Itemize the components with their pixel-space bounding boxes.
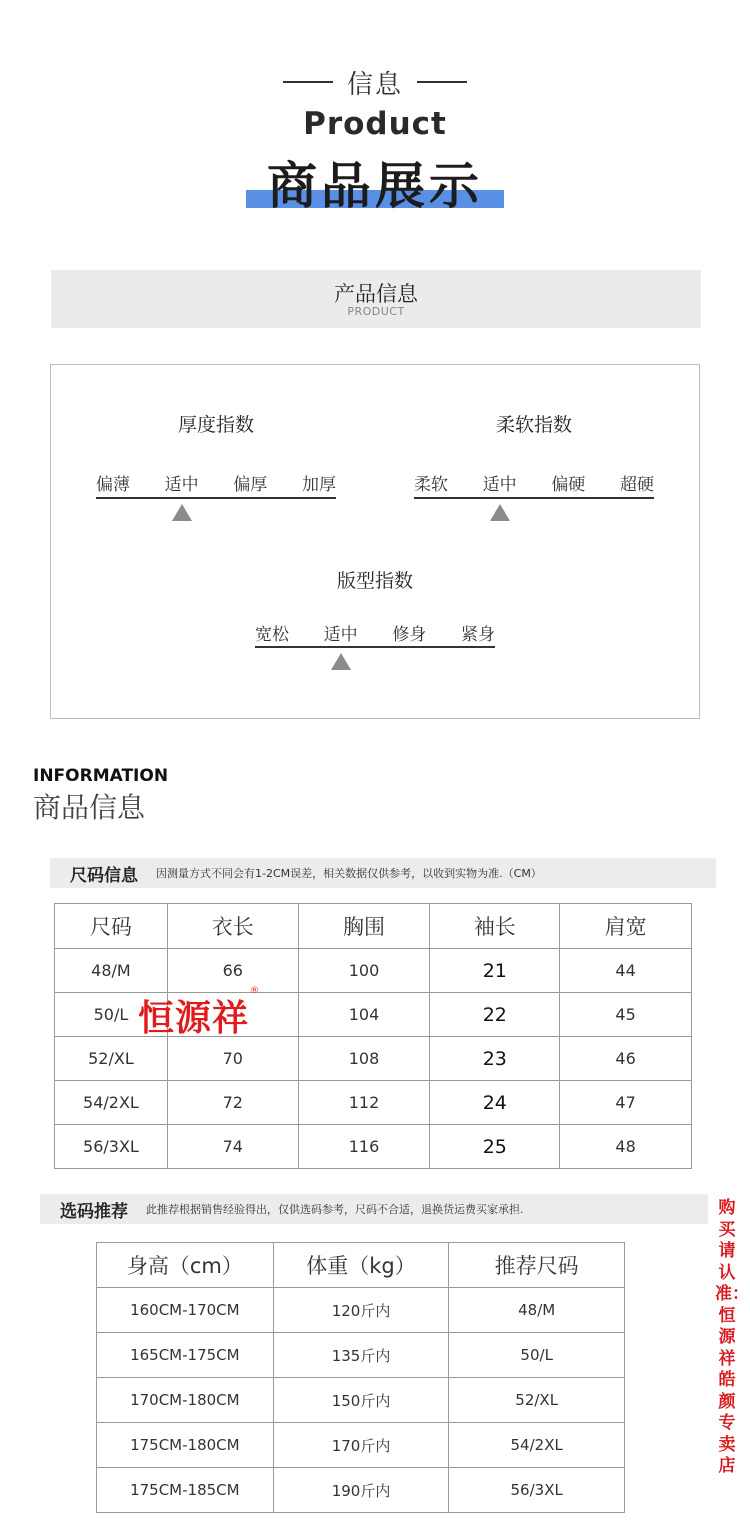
header-left-line: [283, 81, 333, 83]
table-cell: 44: [560, 949, 692, 993]
table-row: [97, 1423, 625, 1468]
brand-watermark: 恒源祥: [138, 998, 250, 1039]
table-cell: 21: [430, 949, 560, 993]
recommend-section-note: 此推荐根据销售经验得出，仅供选码参考，尺码不合适，退换货运费买家承担.: [146, 1203, 524, 1216]
fit-option: 修身: [392, 625, 427, 645]
thickness-option: 加厚: [301, 475, 336, 495]
softness-option: 适中: [482, 475, 517, 495]
store-notice: 购买请认准：恒源祥皓颜专卖店: [715, 1198, 749, 1476]
thickness-option: 适中: [164, 475, 199, 495]
table-row: [55, 1081, 692, 1125]
recommend-table-header: 身高（cm）: [97, 1243, 274, 1288]
thickness-indicator-icon: [172, 504, 192, 521]
banner-subtitle: PRODUCT: [347, 305, 405, 318]
table-cell: 190斤内: [273, 1468, 449, 1513]
table-cell: 170CM-180CM: [97, 1378, 274, 1423]
table-cell: 108: [298, 1037, 430, 1081]
table-cell: 25: [430, 1125, 560, 1169]
recommend-table-header-row: [97, 1243, 625, 1288]
table-cell: 72: [167, 1081, 298, 1125]
header-product-en: Product: [303, 106, 447, 142]
information-heading-cn: 商品信息: [33, 791, 146, 824]
table-row: [97, 1288, 625, 1333]
table-cell: 48/M: [449, 1288, 625, 1333]
table-cell: 50/L: [55, 993, 168, 1037]
size-table-header: 尺码: [55, 904, 168, 949]
table-cell: 112: [298, 1081, 430, 1125]
table-cell: 175CM-185CM: [97, 1468, 274, 1513]
size-table-header: 袖长: [430, 904, 560, 949]
fit-indicator-icon: [331, 653, 351, 670]
table-cell: 175CM-180CM: [97, 1423, 274, 1468]
table-cell: 52/XL: [55, 1037, 168, 1081]
table-cell: 54/2XL: [449, 1423, 625, 1468]
table-cell: 23: [430, 1037, 560, 1081]
size-section-bar: [50, 858, 716, 888]
page-title: 商品展示: [267, 157, 483, 215]
table-cell: 70: [167, 1037, 298, 1081]
fit-option: 紧身: [460, 625, 495, 645]
table-cell: 56/3XL: [55, 1125, 168, 1169]
table-row: [97, 1378, 625, 1423]
thickness-option: 偏厚: [233, 475, 268, 495]
table-cell: 56/3XL: [449, 1468, 625, 1513]
fit-scale-line: [255, 646, 495, 648]
thickness-scale-line: [96, 497, 336, 499]
fit-index-title: 版型指数: [336, 570, 413, 592]
table-row: [55, 949, 692, 993]
table-cell: 45: [560, 993, 692, 1037]
table-cell: 120斤内: [273, 1288, 449, 1333]
table-cell: 50/L: [449, 1333, 625, 1378]
fit-scale: [255, 620, 495, 645]
table-cell: 74: [167, 1125, 298, 1169]
header-subtitle-text: 信息: [346, 69, 403, 100]
size-section-note: 因测量方式不同会有1-2CM误差，相关数据仅供参考，以收到实物为准.（CM）: [156, 867, 542, 880]
table-row: [55, 1125, 692, 1169]
softness-option: 偏硬: [551, 475, 586, 495]
table-cell: 22: [430, 993, 560, 1037]
table-cell: 170斤内: [273, 1423, 449, 1468]
softness-option: 超硬: [619, 475, 654, 495]
information-heading-en: INFORMATION: [33, 766, 169, 786]
table-cell: 48/M: [55, 949, 168, 993]
fit-option: 宽松: [255, 625, 289, 645]
table-cell: 46: [560, 1037, 692, 1081]
size-table-header-row: [55, 904, 692, 949]
recommend-section-bar: [40, 1194, 708, 1224]
thickness-index-title: 厚度指数: [177, 414, 254, 436]
table-cell: 48: [560, 1125, 692, 1169]
table-cell: 100: [298, 949, 430, 993]
table-cell: 54/2XL: [55, 1081, 168, 1125]
table-cell: 165CM-175CM: [97, 1333, 274, 1378]
softness-indicator-icon: [490, 504, 510, 521]
recommend-table-header: 体重（kg）: [273, 1243, 449, 1288]
thickness-option: 偏薄: [96, 475, 130, 495]
softness-index-title: 柔软指数: [495, 414, 572, 436]
header-subtitle: [0, 62, 750, 102]
size-table-header: 肩宽: [560, 904, 692, 949]
softness-scale: [414, 470, 654, 495]
size-table-header: 胸围: [298, 904, 430, 949]
table-cell: 116: [298, 1125, 430, 1169]
table-cell: 104: [298, 993, 430, 1037]
table-cell: 160CM-170CM: [97, 1288, 274, 1333]
table-row: [55, 1037, 692, 1081]
table-cell: 47: [560, 1081, 692, 1125]
size-table-header: 衣长: [167, 904, 298, 949]
recommend-section-title: 选码推荐: [60, 1201, 128, 1222]
size-section-title: 尺码信息: [70, 865, 138, 886]
softness-scale-line: [414, 497, 654, 499]
banner-title: 产品信息: [334, 282, 418, 306]
table-row: [97, 1468, 625, 1513]
table-cell: 150斤内: [273, 1378, 449, 1423]
recommend-table: [96, 1242, 625, 1513]
fit-option: 适中: [323, 625, 358, 645]
header-right-line: [417, 81, 467, 83]
softness-option: 柔软: [414, 475, 448, 495]
thickness-scale: [96, 470, 336, 495]
recommend-table-header: 推荐尺码: [449, 1243, 625, 1288]
table-cell: 66: [167, 949, 298, 993]
table-row: [97, 1333, 625, 1378]
table-cell: 135斤内: [273, 1333, 449, 1378]
registered-mark: ®: [250, 986, 259, 996]
table-cell: 52/XL: [449, 1378, 625, 1423]
table-cell: 24: [430, 1081, 560, 1125]
